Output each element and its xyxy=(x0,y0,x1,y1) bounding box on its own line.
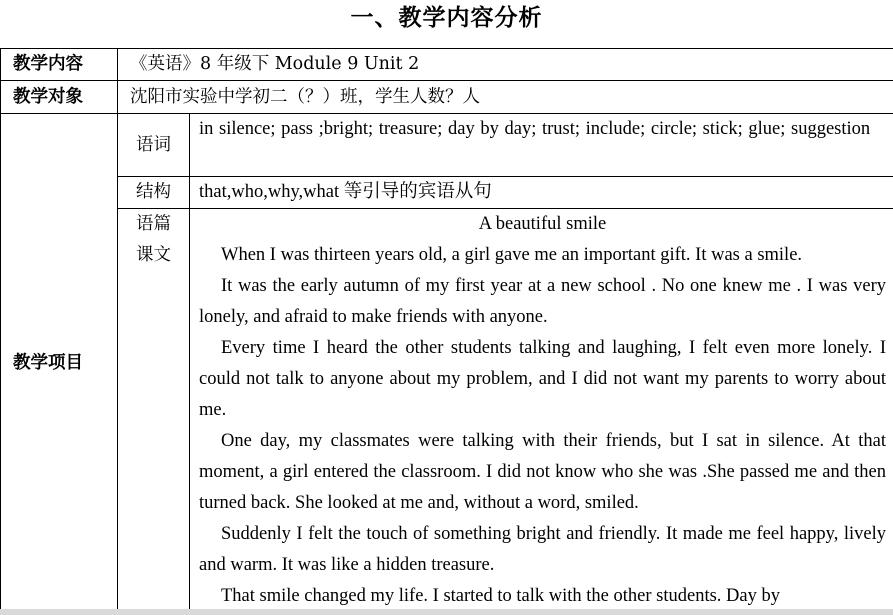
row-structure xyxy=(1,177,893,209)
lesson-plan-table xyxy=(0,48,893,613)
bottom-scroll-strip xyxy=(0,609,893,615)
passage-label-line1: 语篇 xyxy=(136,214,171,234)
passage-paragraph: One day, my classmates were talking with their friends, but I sat in silence. At that moment, a girl entered the classroom. I did not know who she was .She passed me and then turned back. She looked at me and, without a word, smiled. xyxy=(199,431,886,513)
row-teaching-content xyxy=(1,49,893,81)
teaching-items-label: 教学项目 xyxy=(1,114,118,613)
passage-paragraph: When I was thirteen years old, a girl gave me an important gift. It was a smile. xyxy=(221,245,803,265)
passage-paragraph: That smile changed my life. I started to talk with the other students. Day by xyxy=(221,586,780,606)
passage-label-line2: 课文 xyxy=(136,245,171,265)
passage-title: A beautiful smile xyxy=(478,214,607,234)
teaching-content-label: 教学内容 xyxy=(1,49,118,81)
structure-label: 结构 xyxy=(118,177,190,209)
row-passage xyxy=(1,209,893,613)
structure-cell xyxy=(190,177,893,209)
passage-paragraph: It was the early autumn of my first year at a new school . No one knew me . I was very lonely, and afraid to make friends with anyone. xyxy=(199,276,886,327)
teaching-content-value: 《英语》8 年级下 Module 9 Unit 2 xyxy=(118,49,893,81)
vocabulary-cell xyxy=(190,114,893,177)
vocabulary-label: 语词 xyxy=(118,114,190,177)
passage-paragraph: Suddenly I felt the touch of something bright and friendly. It made me feel happy, lively and warm. It was like a hidden treasure. xyxy=(199,524,886,575)
passage-label-cell xyxy=(118,209,190,613)
teaching-target-label: 教学对象 xyxy=(1,81,118,114)
teaching-target-value: 沈阳市实验中学初二（？）班，学生人数？人 xyxy=(118,81,893,114)
vocabulary-text: in silence; pass ;bright; treasure; day by day; trust; include; circle; stick; glue; suggestion xyxy=(199,119,871,139)
structure-text: that,who,why,what 等引导的宾语从句 xyxy=(199,182,492,202)
passage-cell xyxy=(190,209,893,613)
passage-paragraph: Every time I heard the other students talking and laughing, I felt even more lonely. I could not talk to anyone about my problem, and I did not want my parents to worry about me. xyxy=(199,338,886,420)
row-teaching-target xyxy=(1,81,893,114)
row-vocabulary xyxy=(1,114,893,177)
page-title: 一、教学内容分析 xyxy=(350,4,543,31)
